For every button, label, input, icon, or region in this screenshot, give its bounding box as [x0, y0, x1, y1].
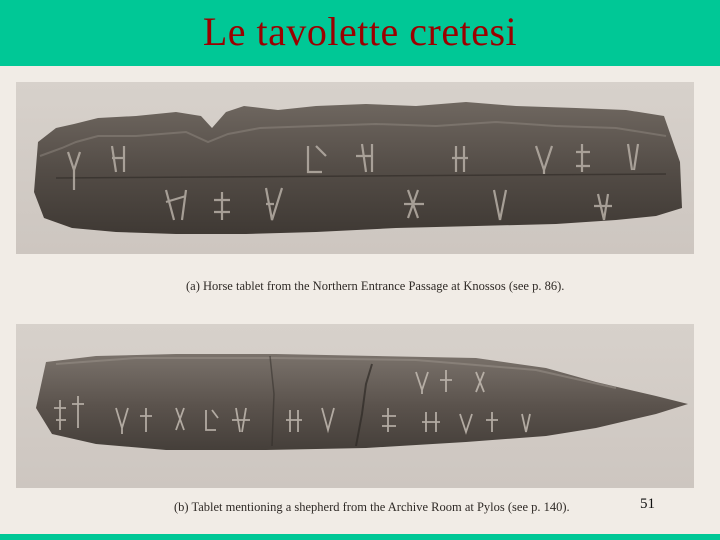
- page-number: 51: [640, 496, 655, 512]
- bottom-strip: [0, 534, 720, 540]
- pylos-tablet-image: [16, 324, 694, 488]
- tablet-photo-pylos: [16, 324, 694, 488]
- figure-caption-a: (a) Horse tablet from the Northern Entrance Passage at Knossos (see p. 86).: [186, 279, 565, 293]
- scanned-book-page: [0, 66, 720, 534]
- title-bar: [0, 0, 720, 66]
- knossos-tablet-image: [16, 82, 694, 254]
- figure-caption-b: (b) Tablet mentioning a shepherd from the Archive Room at Pylos (see p. 140).: [174, 500, 570, 514]
- tablet-photo-knossos: [16, 82, 694, 254]
- slide-title: Le tavolette cretesi: [202, 9, 518, 54]
